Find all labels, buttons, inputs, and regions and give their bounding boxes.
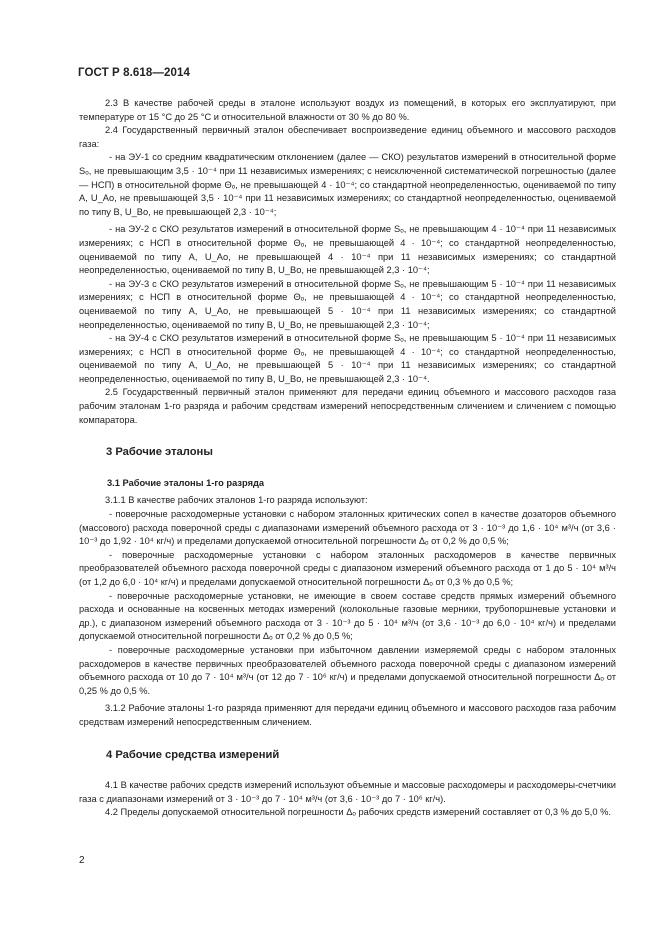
list-item-eu3: - на ЭУ-3 с СКО результатов измерений в относительной форме Sₒ, не превышающим 5 · 10⁻⁴ при 11 независимых измерениях; с НСП в относительной форме Θₒ, не превышающей 4 · 10⁻⁴; со стандартной неопределенностью, оцениваемой по типу А, U_Aо, не превышающей 5 · 10⁻⁴ при 11 независимых измерениях; со стандартной неопределенностью, оцениваемой по типу В, U_Bо, не превышающей 2,3 · 10⁻⁴;	[79, 278, 616, 330]
paragraph-2-3: 2.3 В качестве рабочей среды в эталоне используют воздух из помещений, в которых его эксплуатируют, при температуре от 15 °С до 25 °С и относительной влажности от 30 % до 80 %.	[79, 98, 616, 122]
paragraph-2-4: 2.4 Государственный первичный эталон обеспечивает воспроизведение единиц объемного и массового расходов газа:	[79, 125, 616, 149]
subsection-heading-3-1: 3.1 Рабочие эталоны 1-го разряда	[107, 477, 265, 488]
list-item-b3: - поверочные расходомерные установки, не имеющие в своем составе средств прямых измерений объемного расхода и основанные на косвенных методах измерений (колокольные газовые мерники, трубопоршневые установки и др.), с диапазоном измерений объемного расхода от 3 · 10⁻³ до 5 · 10⁴ м³/ч (от 3,6 · 10⁻³ до 6,0 · 10⁴ кг/ч) и пределами допускаемой относительной погрешности Δₒ от 0,2 % до 0,5 %;	[79, 590, 616, 642]
section-heading-3: 3 Рабочие эталоны	[106, 446, 213, 459]
list-item-b4: - поверочные расходомерные установки при избыточном давлении измеряемой среды с набором эталонных расходомеров в качестве первичных преобразователей объемного расхода поверочной среды с диапазоном измерений объемного расхода от 10 до 7 · 10⁴ м³/ч (от 12 до 7 · 10⁶ кг/ч) и пределами допускаемой относительной погрешности Δₒ от 0,25 % до 0,5 %.	[79, 644, 616, 696]
list-item-b2: - поверочные расходомерные установки с набором эталонных расходомеров в качестве первичных преобразователей объемного расхода поверочной среды с диапазоном измерений объемного расхода от 1 до 5 · 10⁴ м³/ч (от 1,2 до 6,0 · 10⁴ кг/ч) и пределами допускаемой относительной погрешности Δₒ от 0,3 % до 0,5 %;	[79, 549, 616, 587]
section-heading-4: 4 Рабочие средства измерений	[106, 748, 280, 761]
paragraph-3-1-1: 3.1.1 В качестве рабочих эталонов 1-го разряда используют:	[105, 495, 368, 506]
paragraph-4-1: 4.1 В качестве рабочих средств измерений используют объемные и массовые расходомеры и расходомеры-счетчики газа с диапазонами измерений от 3 · 10⁻³ до 7 · 10⁴ м³/ч (от 3,6 · 10⁻³ до 7 · 10⁶ кг/ч).	[79, 780, 616, 804]
document-body	[79, 97, 616, 820]
paragraph-3-1-2: 3.1.2 Рабочие эталоны 1-го разряда применяют для передачи единиц объемного и массового расходов газа рабочим средствам измерений непосредственным сличением.	[79, 703, 616, 727]
list-item-eu2: - на ЭУ-2 с СКО результатов измерений в относительной форме Sₒ, не превышающим 4 · 10⁻⁴ при 11 независимых измерениях; с НСП в относительной форме Θₒ, не превышающей 4 · 10⁻⁴; со стандартной неопределенностью, оцениваемой по типу А, U_Aо, не превышающей 4 · 10⁻⁴ при 11 независимых измерениях; со стандартной неопределенностью, оцениваемой по типу В, U_Bо, не превышающей 2,3 · 10⁻⁴;	[79, 224, 616, 276]
paragraph-2-5: 2.5 Государственный первичный эталон применяют для передачи единиц объемного и массового расходов газа рабочим эталонам 1-го разряда и рабочим средствам измерений непосредственным сличением и сличением с помощью компаратора.	[79, 387, 616, 425]
paragraph-4-2: 4.2 Пределы допускаемой относительной погрешности Δₒ рабочих средств измерений составляет от 0,3 % до 5,0 %.	[105, 807, 611, 818]
list-item-eu1: - на ЭУ-1 со средним квадратическим отклонением (далее — СКО) результатов измерений в относительной форме Sₒ, не превышающим 3,5 · 10⁻⁴ при 11 независимых измерениях; с неисключенной систематической погрешностью (далее — НСП) в относительной форме Θₒ, не превышающей 4 · 10⁻⁴; со стандартной неопределенностью, оцениваемой по типу А, U_Aо, не превышающей 3,5 · 10⁻⁴ при 11 независимых измерениях; со стандартной неопределенностью, оцениваемой по типу В, U_Bо, не превышающей 2,3 · 10⁻⁴;	[79, 152, 616, 217]
page-number: 2	[79, 855, 85, 866]
list-item-b1: - поверочные расходомерные установки с набором эталонных критических сопел в качестве дозаторов объемного (массового) расхода поверочной среды с диапазонами измерений объемного расхода от 3 · 10⁻³ до 1,6 · 10⁴ м³/ч (от 3,6 · 10⁻³ до 1,92 · 10⁴ кг/ч) и пределами допускаемой относительной погрешности Δₒ от 0,2 % до 0,5 %;	[79, 509, 616, 547]
document-header: ГОСТ Р 8.618—2014	[78, 67, 190, 79]
list-item-eu4: - на ЭУ-4 с СКО результатов измерений в относительной форме Sₒ, не превышающим 5 · 10⁻⁴ при 11 независимых измерениях; с НСП в относительной форме Θₒ, не превышающей 4 · 10⁻⁴; со стандартной неопределенностью, оцениваемой по типу А, U_Aо, не превышающей 5 · 10⁻⁴ при 11 независимых измерениях; со стандартной неопределенностью, оцениваемой по типу В, U_Bо, не превышающей 2,3 · 10⁻⁴.	[79, 333, 616, 384]
